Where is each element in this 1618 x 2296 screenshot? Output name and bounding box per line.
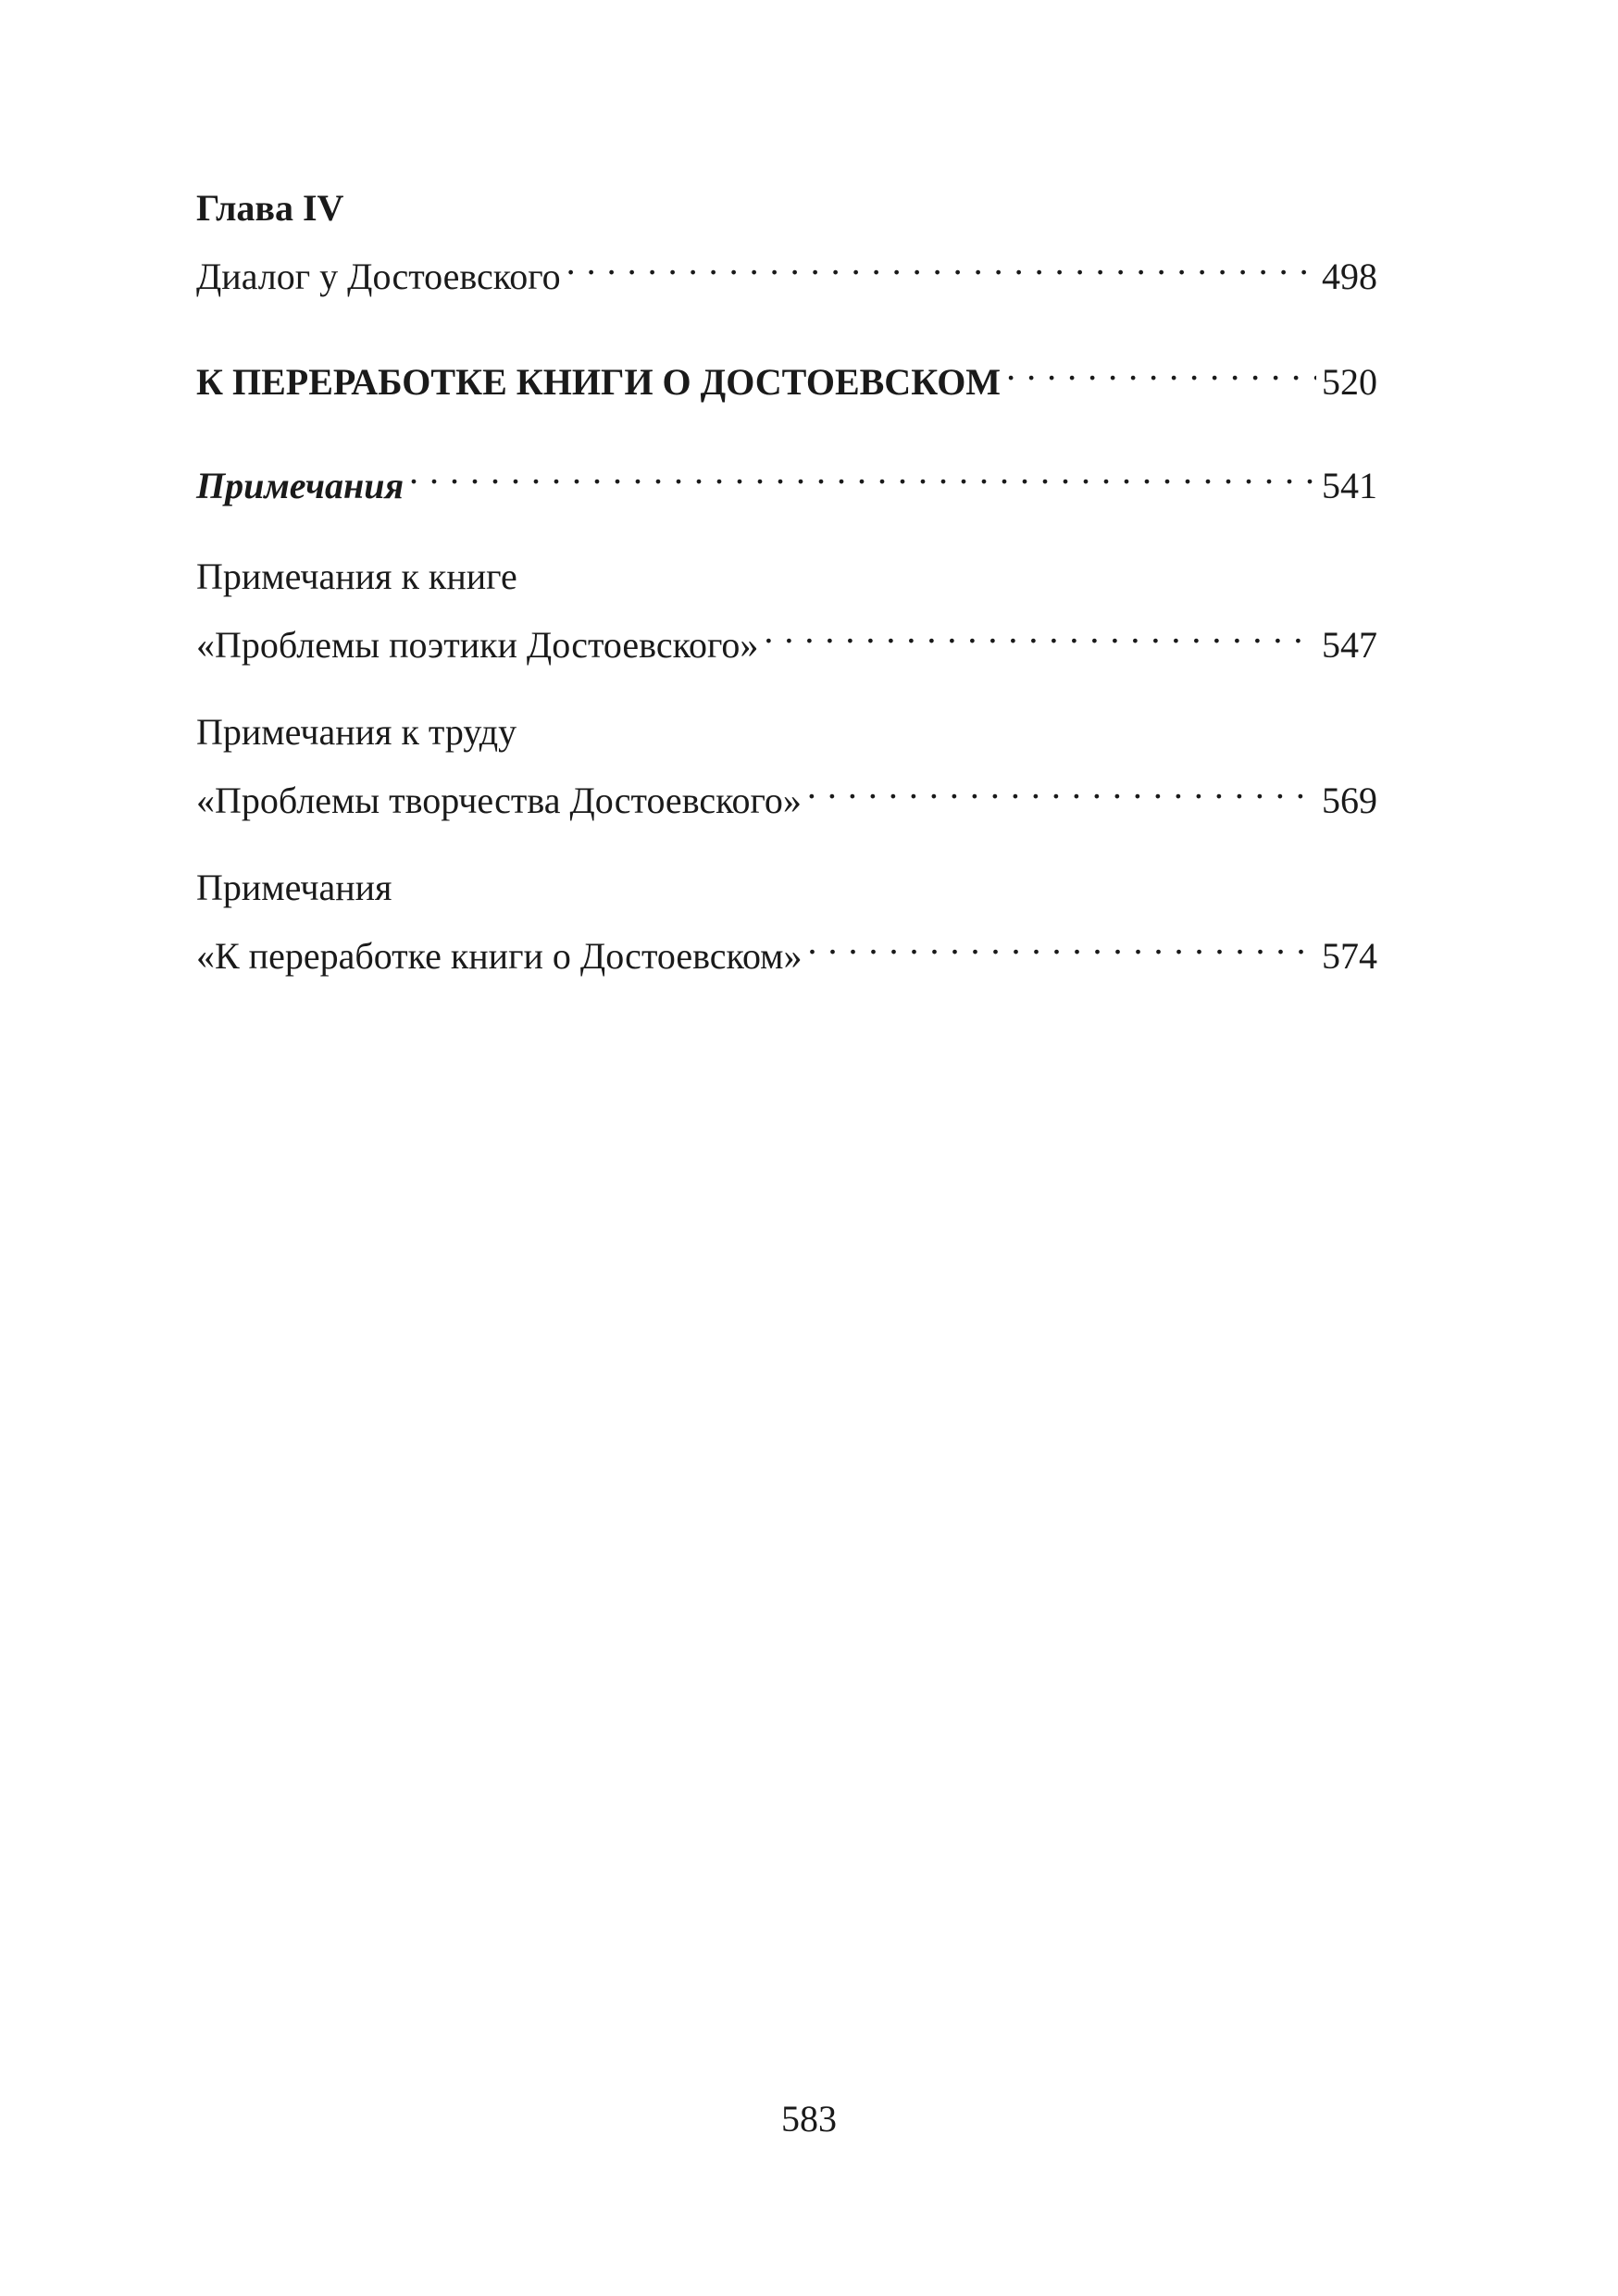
dot-leader: [1006, 341, 1316, 394]
toc-entry-title: «Проблемы творчества Достоевского»: [196, 780, 802, 821]
toc-entry-page: 547: [1322, 624, 1377, 666]
toc-entry-notes-revision-line1: Примечания: [196, 867, 392, 908]
dot-leader: [807, 759, 1316, 813]
toc-entry-notes[interactable]: [196, 444, 1377, 506]
toc-entry-title: «К переработке книги о Достоевском»: [196, 935, 803, 977]
toc-entry-notes-book[interactable]: [196, 604, 1377, 666]
dot-leader: [808, 915, 1317, 968]
toc-entry-title: «Проблемы поэтики Достоевского»: [196, 624, 759, 666]
toc-entry-section[interactable]: [196, 341, 1377, 403]
toc-entry-title: Примечания: [196, 465, 404, 506]
dot-leader: [566, 235, 1316, 289]
toc-entry-page: 520: [1322, 361, 1377, 403]
dot-leader: [409, 444, 1316, 498]
toc-entry-page: 498: [1322, 256, 1377, 297]
toc-entry-notes-book-line1: Примечания к книге: [196, 555, 517, 597]
toc-entry-title: Диалог у Достоевского: [196, 256, 561, 297]
toc-entry-notes-revision[interactable]: [196, 915, 1377, 977]
table-of-contents: [196, 181, 1377, 977]
toc-entry-page: 574: [1322, 935, 1377, 977]
chapter-heading: Глава IV: [196, 187, 344, 229]
dot-leader: [764, 604, 1316, 657]
toc-entry-notes-work-line1: Примечания к труду: [196, 711, 517, 753]
toc-entry-notes-work[interactable]: [196, 759, 1377, 821]
toc-entry-page: 541: [1322, 465, 1377, 506]
page-number: 583: [781, 2098, 837, 2140]
toc-entry-title: К ПЕРЕРАБОТКЕ КНИГИ О ДОСТОЕВСКОМ: [196, 361, 1002, 403]
toc-entry-chapter[interactable]: [196, 235, 1377, 297]
toc-entry-page: 569: [1322, 780, 1377, 821]
